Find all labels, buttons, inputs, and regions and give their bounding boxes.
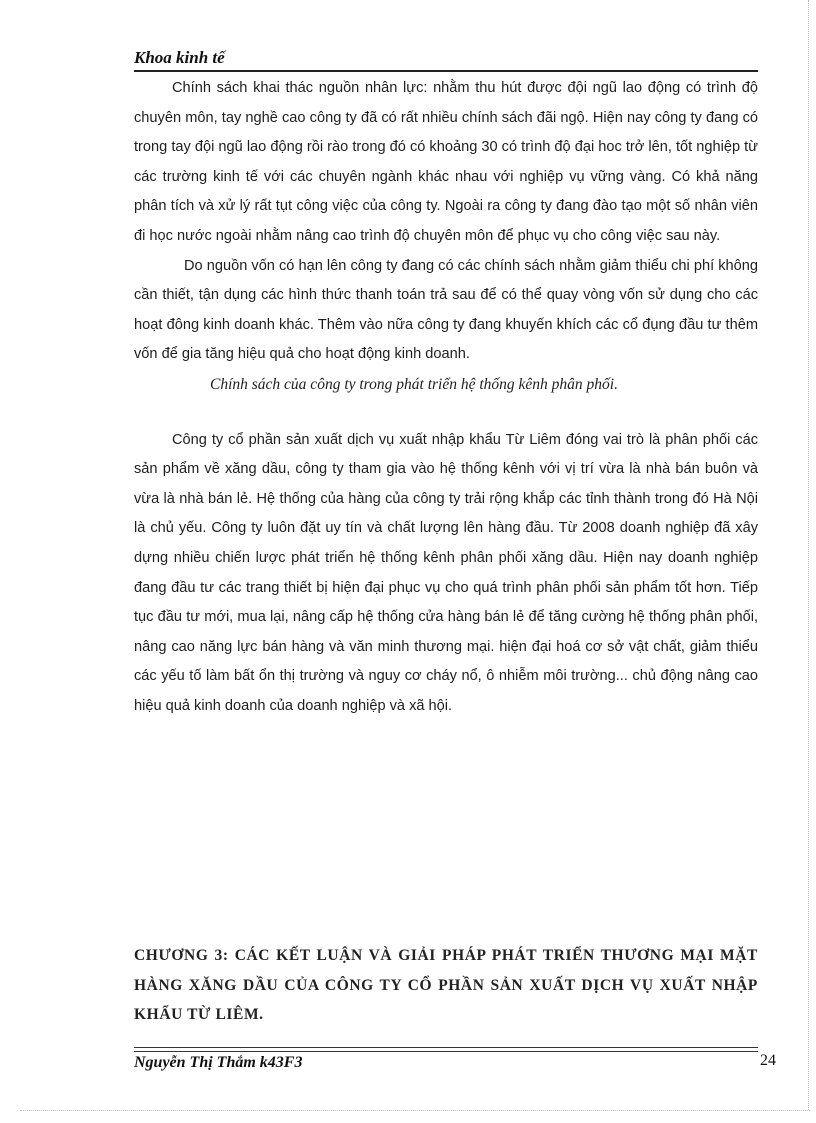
footer-rule bbox=[134, 1047, 758, 1048]
page-number: 24 bbox=[760, 1052, 776, 1069]
paragraph-human-resources: Chính sách khai thác nguồn nhân lực: nhằm thu hút được đội ngũ lao động có trình độ chuyên môn, tay nghề cao công ty đã có rất nhiều chính sách đãi ngộ. Hiện nay công ty đang có trong tay đội ngũ lao động rồi rào trong đó có khoảng 30 có trình độ đại hoc trở lên, tốt nghiệp từ các trường kinh tế với các chuyên ngành khác nhau với nghiệp vụ vững vàng. Có khả năng phân tích và xử lý rất tụt công việc của công ty. Ngoài ra công ty đang đào tạo một số nhân viên đi học nước ngoài nhằm nâng cao trình độ chuyên môn để phục vụ cho công việc sau này. bbox=[134, 80, 758, 244]
paragraph-capital: Do nguồn vốn có hạn lên công ty đang có các chính sách nhằm giảm thiểu chi phí không cần thiết, tận dụng các hình thức thanh toán trả sau để có thể quay vòng vốn sử dụng cho các hoạt đông kinh doanh khác. Thêm vào nữa công ty đang khuyến khích các cổ đụng đầu tư thêm vốn để gia tăng hiệu quả cho hoạt động kinh doanh. bbox=[134, 257, 758, 363]
footer-author: Nguyễn Thị Thắm k43F3 bbox=[134, 1054, 303, 1071]
paragraph-distribution: Công ty cổ phần sản xuất dịch vụ xuất nhập khẩu Từ Liêm đóng vai trò là phân phối các sản phẩm về xăng dầu, công ty tham gia vào hệ thống kênh với vị trí vừa là nhà bán buôn và vừa là nhà bán lẻ. Hệ thống của hàng của công ty trải rộng khắp các tỉnh thành trong đó Hà Nội là chủ yếu. Công ty luôn đặt uy tín và chất lượng lên hàng đầu. Từ 2008 doanh nghiệp đã xây dựng nhiều chiến lược phát triển hệ thống kênh phân phối xăng dầu. Hiện nay doanh nghiệp đang đầu tư các trang thiết bị hiện đại phục vụ cho quá trình phân phối sản phẩm tốt hơn. Tiếp tục đầu tư mới, mua lại, nâng cấp hệ thống cửa hàng bán lẻ để tăng cường hệ thống phân phối, nâng cao năng lực bán hàng và văn minh thương mại. hiện đại hoá cơ sở vật chất, giảm thiểu các yếu tố làm bất ổn thị trường và nguy cơ cháy nổ, ô nhiễm môi trường... chủ động nâng cao hiệu quả kinh doanh của doanh nghiệp và xã hội. bbox=[134, 431, 758, 714]
footer-rule-double bbox=[134, 1051, 758, 1052]
section-subheading: Chính sách của công ty trong phát triển hệ thống kênh phân phối. bbox=[210, 375, 618, 393]
header-rule bbox=[134, 70, 758, 72]
page-border-right bbox=[808, 0, 810, 1110]
chapter-title: CHƯƠNG 3: CÁC KẾT LUẬN VÀ GIẢI PHÁP PHÁT TRIỂN THƯƠNG MẠI MẶT HÀNG XĂNG DẦU CỦA CÔNG TY CỔ PHẦN SẢN XUẤT DỊCH VỤ XUẤT NHẬP KHẨU TỪ LIÊM. bbox=[134, 947, 758, 1023]
body-text bbox=[134, 74, 758, 721]
page-border-bottom bbox=[20, 1110, 810, 1112]
paragraph-gap bbox=[134, 400, 758, 426]
header-title: Khoa kinh tế bbox=[134, 48, 225, 67]
